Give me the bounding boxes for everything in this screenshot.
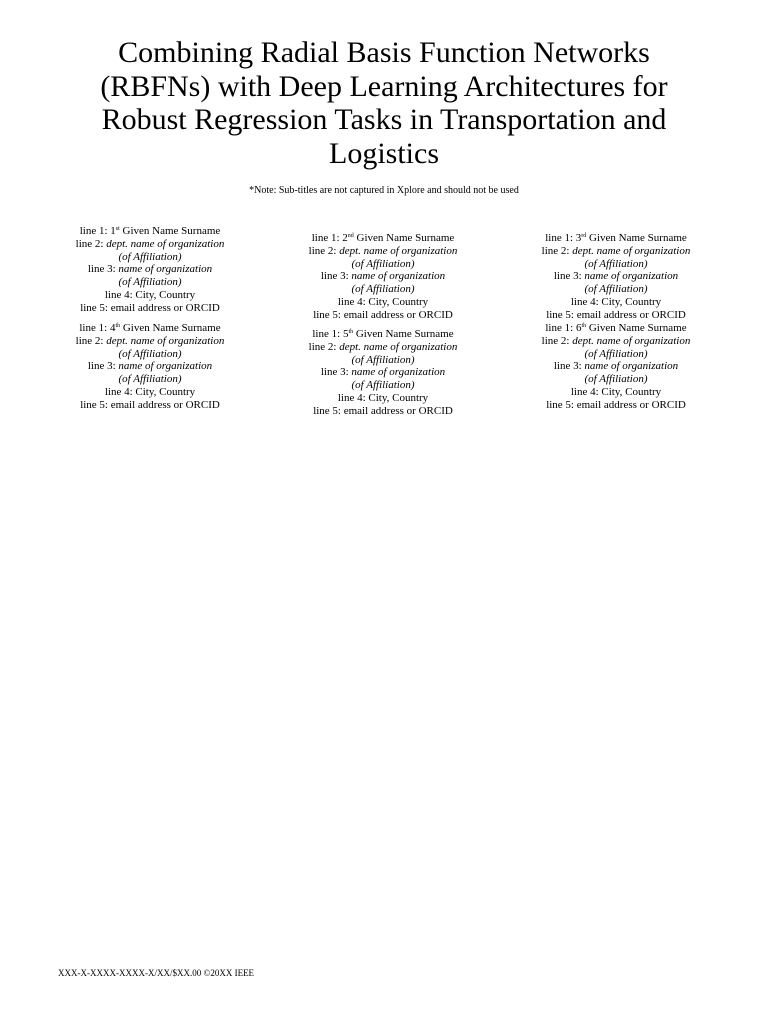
author-line-4: line 4: City, Country: [104, 288, 196, 301]
affiliation-note: (of Affiliation): [118, 347, 182, 360]
author-block-6: [501, 322, 731, 412]
affiliation-note: (of Affiliation): [351, 283, 415, 296]
name-text: Given Name Surname: [586, 322, 687, 334]
author-line-4: line 4: City, Country: [337, 391, 429, 404]
author-line-2: [35, 335, 265, 348]
ordinal-suffix: th: [115, 323, 121, 329]
affiliation-note: (of Affiliation): [118, 373, 182, 386]
line-prefix: line 2:: [308, 244, 340, 257]
affiliation-note: (of Affiliation): [584, 257, 648, 270]
copyright-footer: XXX-X-XXXX-XXXX-X/XX/$XX.00 ©20XX IEEE: [58, 968, 255, 978]
dept-name: dept. name of organization: [572, 244, 691, 257]
line-prefix: line 1:: [79, 225, 111, 237]
affiliation-note: (of Affiliation): [118, 276, 182, 289]
author-line-4: line 4: City, Country: [337, 295, 429, 308]
line-prefix: line 2:: [75, 334, 107, 347]
organization-name: name of organization: [118, 360, 213, 373]
subtitle-note: *Note: Sub-titles are not captured in Xplore and should not be used: [249, 185, 519, 196]
author-line-2: [268, 341, 498, 354]
title-line: Combining Radial Basis Function Networks: [118, 36, 650, 69]
affiliation-note: (of Affiliation): [351, 353, 415, 366]
line-prefix: line 1:: [545, 322, 576, 334]
author-block-4: [35, 322, 265, 412]
author-block-5: [268, 328, 498, 418]
line-prefix: line 1:: [312, 328, 343, 340]
author-line-3: [268, 270, 498, 283]
ordinal-number: 3: [575, 232, 582, 244]
author-line-2: [501, 335, 731, 348]
author-line-1: [501, 322, 731, 335]
name-text: Given Name Surname: [586, 232, 687, 244]
author-line-4: line 4: City, Country: [104, 385, 196, 398]
line-prefix: line 2:: [541, 244, 573, 257]
ordinal-number: 5: [342, 328, 349, 340]
line-prefix: line 2:: [541, 334, 573, 347]
paper-title: [60, 36, 708, 170]
dept-name: dept. name of organization: [106, 334, 225, 347]
affiliation-note: (of Affiliation): [351, 379, 415, 392]
organization-name: name of organization: [584, 360, 679, 373]
author-line-5: line 5: email address or ORCID: [313, 308, 453, 321]
organization-name: name of organization: [351, 270, 446, 283]
author-line-3: [35, 263, 265, 276]
line-prefix: line 3:: [320, 366, 352, 379]
author-line-5: line 5: email address or ORCID: [80, 398, 220, 411]
author-line-3: [35, 360, 265, 373]
author-line-1: [268, 328, 498, 341]
ordinal-suffix: st: [115, 226, 120, 232]
organization-name: name of organization: [118, 263, 213, 276]
author-line-3: [268, 366, 498, 379]
ordinal-suffix: rd: [581, 233, 587, 239]
author-block-3: [501, 232, 731, 322]
dept-name: dept. name of organization: [106, 237, 225, 250]
line-prefix: line 1:: [545, 232, 576, 244]
ordinal-suffix: th: [581, 323, 587, 329]
ordinal-number: 2: [342, 232, 348, 244]
author-line-5: line 5: email address or ORCID: [546, 308, 686, 321]
name-text: Given Name Surname: [353, 232, 455, 244]
author-line-1: [268, 232, 498, 245]
author-line-1: [35, 322, 265, 335]
author-line-1: [501, 232, 731, 245]
author-line-3: [501, 270, 731, 283]
dept-name: dept. name of organization: [572, 334, 691, 347]
line-prefix: line 3:: [87, 263, 119, 276]
author-line-5: line 5: email address or ORCID: [313, 404, 453, 417]
dept-name: dept. name of organization: [339, 340, 458, 353]
author-line-2: [501, 245, 731, 258]
ordinal-number: 1: [110, 225, 116, 237]
organization-name: name of organization: [351, 366, 446, 379]
title-line: Logistics: [329, 136, 439, 170]
line-prefix: line 2:: [75, 237, 107, 250]
author-line-2: [35, 238, 265, 251]
name-text: Given Name Surname: [119, 225, 221, 237]
affiliation-note: (of Affiliation): [584, 283, 648, 296]
ordinal-suffix: nd: [347, 233, 354, 239]
title-line: Robust Regression Tasks in Transportation and: [101, 103, 667, 136]
author-block-2: [268, 232, 498, 322]
author-line-3: [501, 360, 731, 373]
name-text: Given Name Surname: [120, 322, 221, 334]
author-line-5: line 5: email address or ORCID: [546, 398, 686, 411]
author-line-4: line 4: City, Country: [570, 295, 662, 308]
ordinal-suffix: th: [348, 329, 354, 335]
dept-name: dept. name of organization: [339, 244, 458, 257]
line-prefix: line 1:: [311, 232, 343, 244]
title-line: (RBFNs) with Deep Learning Architectures for: [100, 69, 668, 103]
author-line-1: [35, 225, 265, 238]
line-prefix: line 3:: [87, 360, 119, 373]
affiliation-note: (of Affiliation): [584, 347, 648, 360]
author-line-2: [268, 245, 498, 258]
line-prefix: line 2:: [308, 340, 340, 353]
author-line-5: line 5: email address or ORCID: [80, 301, 220, 314]
affiliation-note: (of Affiliation): [584, 373, 648, 386]
line-prefix: line 3:: [320, 270, 352, 283]
affiliation-note: (of Affiliation): [351, 257, 415, 270]
line-prefix: line 1:: [79, 322, 110, 334]
organization-name: name of organization: [584, 270, 679, 283]
line-prefix: line 3:: [553, 270, 585, 283]
ordinal-number: 6: [575, 322, 582, 334]
line-prefix: line 3:: [553, 360, 585, 373]
name-text: Given Name Surname: [353, 328, 454, 340]
author-block-1: [35, 225, 265, 315]
affiliation-note: (of Affiliation): [118, 250, 182, 263]
author-line-4: line 4: City, Country: [570, 385, 662, 398]
ordinal-number: 4: [109, 322, 116, 334]
